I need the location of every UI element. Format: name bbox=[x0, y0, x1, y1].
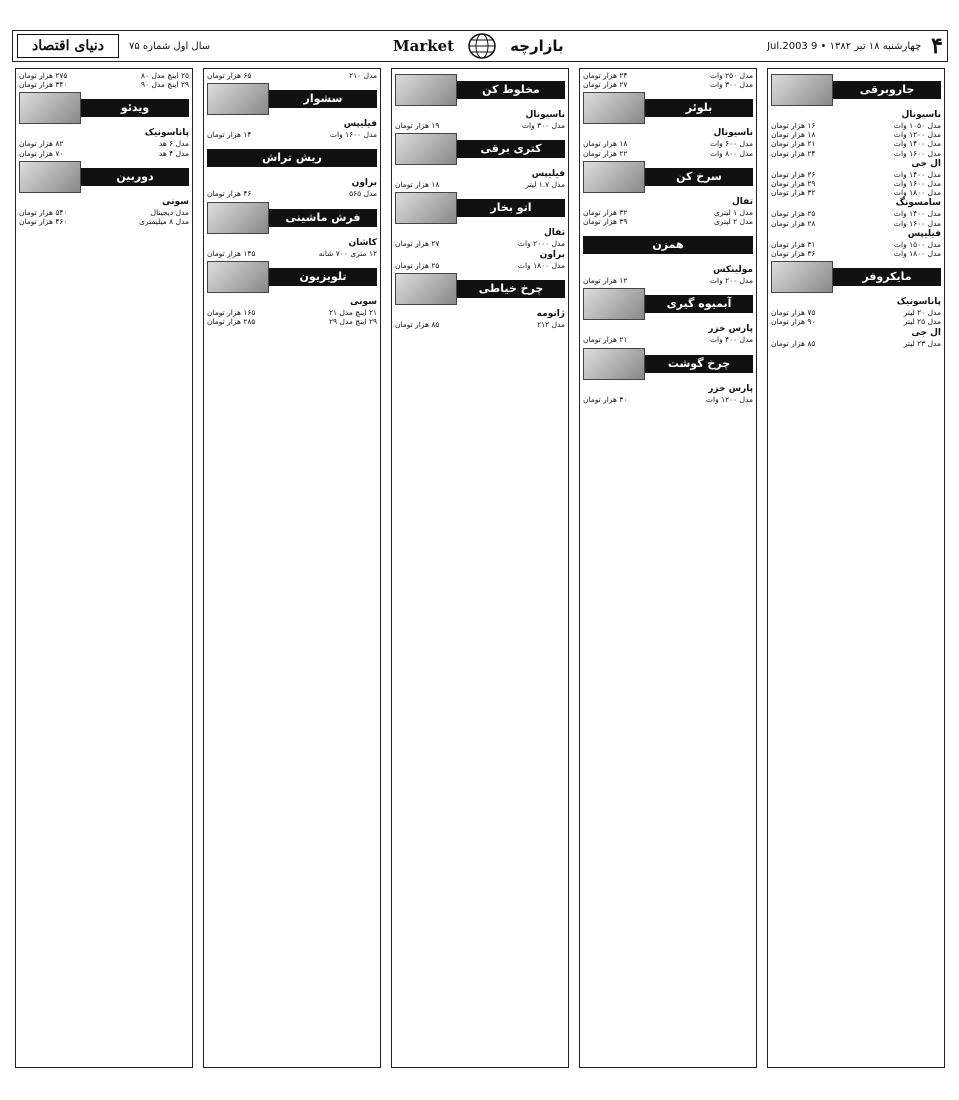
item-model: مدل ۸۰۰ وات bbox=[709, 148, 753, 158]
item-price: ۷۰ هزار تومان bbox=[19, 148, 64, 158]
item-model: مدل ۱۸۰۰ وات bbox=[517, 260, 565, 270]
item-price: ۶۵ هزار تومان bbox=[207, 71, 252, 80]
item-price: ۲۱ هزار تومان bbox=[583, 335, 628, 345]
category-header bbox=[19, 93, 189, 123]
price-row bbox=[395, 121, 565, 130]
item-model: مدل ۵۶۵ bbox=[349, 189, 377, 199]
price-row bbox=[395, 180, 565, 189]
price-row bbox=[771, 139, 941, 148]
category-title: همزن bbox=[583, 236, 753, 254]
section-title bbox=[393, 32, 564, 60]
price-row bbox=[207, 308, 377, 317]
price-row bbox=[771, 149, 941, 158]
category-header bbox=[395, 193, 565, 223]
brand-heading: براون bbox=[351, 178, 377, 189]
item-price: ۱۴ هزار تومان bbox=[207, 130, 252, 140]
price-row bbox=[19, 208, 189, 217]
item-price: ۲۴ هزار تومان bbox=[771, 148, 816, 158]
globe-icon bbox=[462, 32, 502, 60]
item-model: مدل ۱۶۰۰ وات bbox=[893, 218, 941, 228]
item-model: مدل ۱۶۰۰ وات bbox=[329, 130, 377, 140]
item-model: مدل ۴۰۰ وات bbox=[709, 335, 753, 345]
category-title: تلویزیون bbox=[269, 268, 377, 286]
brand-heading: سامسونگ bbox=[895, 198, 941, 209]
brand-heading: ناسیونال bbox=[525, 110, 565, 120]
item-model: مدل ۲۵ لیتر bbox=[903, 317, 941, 327]
category-title: کتری برقی bbox=[457, 140, 565, 158]
brand-heading: فیلیپس bbox=[343, 119, 377, 130]
price-row bbox=[583, 80, 753, 89]
brand-heading: مولینکس bbox=[713, 265, 753, 276]
category-header bbox=[19, 162, 189, 201]
brand-heading: پارس خزر bbox=[708, 383, 753, 394]
brand-heading: تفال bbox=[543, 228, 565, 239]
item-price: ۴۶۰ هزار تومان bbox=[19, 217, 68, 227]
price-row bbox=[771, 121, 941, 130]
category-header bbox=[207, 203, 377, 233]
brand-heading: ناسیونال bbox=[901, 110, 941, 120]
brand-heading: پارس خزر bbox=[708, 324, 753, 335]
category-header bbox=[395, 75, 565, 105]
item-price: ۲۷ هزار تومان bbox=[395, 239, 440, 249]
column-1 bbox=[767, 68, 945, 1068]
newspaper-logo: دنیای اقتصاد bbox=[17, 34, 119, 58]
item-model: مدل ۳۰۰ وات bbox=[709, 80, 753, 90]
section-title-en: Market bbox=[393, 37, 455, 55]
item-model: مدل ۲۵۰ وات bbox=[709, 71, 753, 80]
item-price: ۱۸ هزار تومان bbox=[395, 180, 440, 190]
category-header bbox=[771, 75, 941, 105]
item-model: مدل ۲۱۰ bbox=[349, 71, 377, 80]
category-title: بلوئر bbox=[645, 99, 753, 117]
vcr-image bbox=[19, 92, 81, 124]
price-row bbox=[583, 276, 753, 285]
price-row bbox=[583, 208, 753, 217]
iron-image bbox=[395, 192, 457, 224]
vacuum-cleaner-image bbox=[771, 74, 833, 106]
price-row bbox=[583, 139, 753, 148]
item-model: ۲۹ اینچ مدل ۲۹ bbox=[329, 317, 377, 327]
item-price: ۱۴۵ هزار تومان bbox=[207, 248, 256, 258]
item-model: مدل ۱ لیتری bbox=[713, 207, 753, 217]
item-model: ۱۲ متری ۷۰۰ شانه bbox=[318, 248, 377, 258]
category-header bbox=[583, 93, 753, 123]
price-row bbox=[583, 395, 753, 404]
category-title: ویدئو bbox=[81, 99, 189, 117]
category-title: چرخ گوشت bbox=[645, 355, 753, 373]
item-price: ۲۲ هزار تومان bbox=[583, 148, 628, 158]
mixer-image bbox=[395, 74, 457, 106]
price-row bbox=[771, 339, 941, 348]
brand-heading: پاناسونیک bbox=[896, 297, 941, 308]
item-model: مدل ۸ میلیمتری bbox=[139, 217, 189, 227]
item-price: ۲۵ هزار تومان bbox=[771, 209, 816, 219]
item-price: ۲۷ هزار تومان bbox=[583, 80, 628, 90]
item-model: مدل ۶۰۰ وات bbox=[709, 139, 753, 149]
item-price: ۹۰ هزار تومان bbox=[771, 317, 816, 327]
item-price: ۸۲ هزار تومان bbox=[19, 139, 64, 149]
brand-heading: سونی bbox=[162, 196, 189, 207]
brand-heading: ناسیونال bbox=[713, 128, 753, 139]
price-row bbox=[771, 179, 941, 188]
meat-grinder-image bbox=[583, 348, 645, 380]
column-5 bbox=[15, 68, 193, 1068]
item-model: مدل ۱۴۰۰ وات bbox=[893, 209, 941, 219]
camcorder-image bbox=[19, 161, 81, 193]
item-model: مدل ۱۰۵۰ وات bbox=[893, 121, 941, 130]
issue-info: سال اول شماره ۷۵ bbox=[129, 40, 211, 52]
item-price: ۱۲ هزار تومان bbox=[583, 276, 628, 286]
category-title: آبمیوه گیری bbox=[645, 295, 753, 313]
item-model: ۲۹ اینچ مدل ۹۰ bbox=[141, 80, 189, 90]
page-header bbox=[12, 30, 948, 62]
category-title: چرخ خیاطی bbox=[457, 280, 565, 298]
category-title: سشوار bbox=[269, 90, 377, 108]
item-model: مدل ۴ هد bbox=[158, 148, 189, 158]
item-model: ۲۵ اینچ مدل ۸۰ bbox=[141, 71, 189, 80]
brand-heading: کاشان bbox=[348, 237, 377, 248]
item-model: مدل ۲ لیتری bbox=[713, 217, 753, 227]
item-model: مدل ۲۰۰۰ وات bbox=[517, 239, 565, 249]
item-price: ۲۴ هزار تومان bbox=[583, 71, 628, 80]
price-row bbox=[583, 149, 753, 158]
brand-heading: سونی bbox=[350, 296, 377, 307]
category-header bbox=[583, 230, 753, 260]
price-row bbox=[19, 217, 189, 226]
item-model: مدل ۱۸۰۰ وات bbox=[893, 249, 941, 259]
category-title: مخلوط کن bbox=[457, 81, 565, 99]
price-row bbox=[19, 139, 189, 148]
category-title: جاروبرقی bbox=[833, 81, 941, 99]
header-left bbox=[17, 34, 210, 58]
price-row bbox=[395, 320, 565, 329]
item-price: ۴۶ هزار تومان bbox=[207, 189, 252, 199]
price-row bbox=[19, 80, 189, 89]
price-row bbox=[771, 170, 941, 179]
item-price: ۲۱ هزار تومان bbox=[771, 139, 816, 149]
item-model: مدل ۱۴۰۰ وات bbox=[893, 139, 941, 149]
item-model: مدل ۱۵۰۰ وات bbox=[893, 239, 941, 249]
price-row bbox=[207, 189, 377, 198]
item-price: ۲۷۵ هزار تومان bbox=[19, 71, 68, 80]
brand-heading: ال جی bbox=[911, 327, 941, 338]
brand-heading: فیلیپس bbox=[907, 228, 941, 239]
price-row bbox=[583, 217, 753, 226]
item-price: ۲۸ هزار تومان bbox=[771, 218, 816, 228]
item-price: ۲۸۵ هزار تومان bbox=[207, 317, 256, 327]
item-price: ۳۹ هزار تومان bbox=[583, 217, 628, 227]
hair-dryer-image bbox=[207, 83, 269, 115]
item-model: مدل ۱۲۰۰ وات bbox=[893, 130, 941, 140]
item-model: مدل ۱۶۰۰ وات bbox=[893, 148, 941, 158]
price-row bbox=[19, 149, 189, 158]
item-model: مدل ۱۴۰۰ وات bbox=[893, 169, 941, 179]
item-model: ۲۱ اینچ مدل ۲۱ bbox=[329, 307, 377, 317]
item-model: مدل ۶ هد bbox=[158, 139, 189, 149]
item-model: مدل ۲۳ لیتر bbox=[903, 338, 941, 348]
price-row bbox=[207, 130, 377, 139]
price-row bbox=[771, 188, 941, 197]
price-row bbox=[771, 240, 941, 249]
category-title: سرخ کن bbox=[645, 168, 753, 186]
category-header bbox=[771, 262, 941, 292]
item-model: مدل ۲۰۰ وات bbox=[709, 276, 753, 286]
price-row bbox=[395, 261, 565, 270]
category-header bbox=[207, 84, 377, 114]
price-row bbox=[207, 71, 377, 80]
price-row bbox=[771, 317, 941, 326]
juicer-image bbox=[583, 288, 645, 320]
category-title: ریش تراش bbox=[207, 149, 377, 167]
television-image bbox=[207, 261, 269, 293]
price-row bbox=[19, 71, 189, 80]
brand-heading: پاناسونیک bbox=[144, 128, 189, 139]
item-price: ۳۰ هزار تومان bbox=[583, 394, 628, 404]
price-row bbox=[771, 209, 941, 218]
kettle-image bbox=[395, 133, 457, 165]
category-header bbox=[395, 134, 565, 164]
brand-heading: ژانومه bbox=[536, 308, 565, 319]
category-header bbox=[583, 349, 753, 379]
price-row bbox=[583, 335, 753, 344]
item-model: مدل ۳۰۰ وات bbox=[521, 121, 565, 130]
item-price: ۵۴۰ هزار تومان bbox=[19, 207, 68, 217]
item-price: ۲۶ هزار تومان bbox=[771, 169, 816, 179]
item-model: مدل ۱۲۰۰ وات bbox=[705, 394, 753, 404]
sewing-machine-image bbox=[395, 273, 457, 305]
price-row bbox=[771, 249, 941, 258]
item-price: ۳۴۰ هزار تومان bbox=[19, 80, 68, 90]
item-price: ۱۶ هزار تومان bbox=[771, 121, 816, 130]
item-model: مدل ۱۶۰۰ وات bbox=[893, 179, 941, 189]
item-model: مدل ۱.۷ لیتر bbox=[525, 180, 565, 190]
category-header bbox=[583, 289, 753, 319]
date-line: چهارشنبه ۱۸ تیر ۱۳۸۲ • 9 Jul.2003 bbox=[767, 40, 922, 52]
item-price: ۳۲ هزار تومان bbox=[771, 188, 816, 198]
item-price: ۸۵ هزار تومان bbox=[771, 338, 816, 348]
column-4 bbox=[203, 68, 381, 1068]
brand-heading: تفال bbox=[731, 196, 753, 207]
carpet-image bbox=[207, 202, 269, 234]
item-price: ۱۸ هزار تومان bbox=[771, 130, 816, 140]
category-header bbox=[207, 262, 377, 292]
column-2 bbox=[579, 68, 757, 1068]
microwave-image bbox=[771, 261, 833, 293]
item-price: ۳۱ هزار تومان bbox=[771, 239, 816, 249]
category-header bbox=[395, 274, 565, 304]
brand-heading: فیلیپس bbox=[531, 169, 565, 180]
item-price: ۳۶ هزار تومان bbox=[771, 249, 816, 259]
price-row bbox=[207, 317, 377, 326]
item-model: مدل ۱۸۰۰ وات bbox=[893, 188, 941, 198]
price-row bbox=[771, 308, 941, 317]
brand-heading: براون bbox=[539, 249, 565, 260]
item-model: مدل دیجیتال bbox=[150, 207, 189, 217]
item-model: مدل ۲۰ لیتر bbox=[903, 308, 941, 318]
item-price: ۲۹ هزار تومان bbox=[771, 179, 816, 189]
item-price: ۱۹ هزار تومان bbox=[395, 121, 440, 130]
item-price: ۷۵ هزار تومان bbox=[771, 308, 816, 318]
category-title: فرش ماشینی bbox=[269, 209, 377, 227]
item-price: ۲۵ هزار تومان bbox=[395, 260, 440, 270]
price-row bbox=[207, 249, 377, 258]
item-price: ۱۸ هزار تومان bbox=[583, 139, 628, 149]
item-price: ۳۲ هزار تومان bbox=[583, 207, 628, 217]
item-price: ۱۶۵ هزار تومان bbox=[207, 307, 256, 317]
column-3 bbox=[391, 68, 569, 1068]
page-number: ۴ bbox=[931, 33, 943, 59]
price-row bbox=[583, 71, 753, 80]
price-row bbox=[771, 219, 941, 228]
section-title-fa: بازارچه bbox=[510, 37, 564, 55]
category-header bbox=[207, 143, 377, 173]
blender-image bbox=[583, 92, 645, 124]
category-header bbox=[583, 162, 753, 192]
price-row bbox=[771, 130, 941, 139]
category-title: دوربین تصویربرداری bbox=[81, 168, 189, 186]
category-title: اتو بخار bbox=[457, 199, 565, 217]
header-right bbox=[767, 33, 943, 59]
category-title: مایکروفر bbox=[833, 268, 941, 286]
price-row bbox=[395, 239, 565, 248]
item-model: مدل ۲۱۲ bbox=[537, 319, 565, 329]
item-price: ۸۵ هزار تومان bbox=[395, 319, 440, 329]
fryer-image bbox=[583, 161, 645, 193]
brand-heading: ال جی bbox=[911, 158, 941, 169]
